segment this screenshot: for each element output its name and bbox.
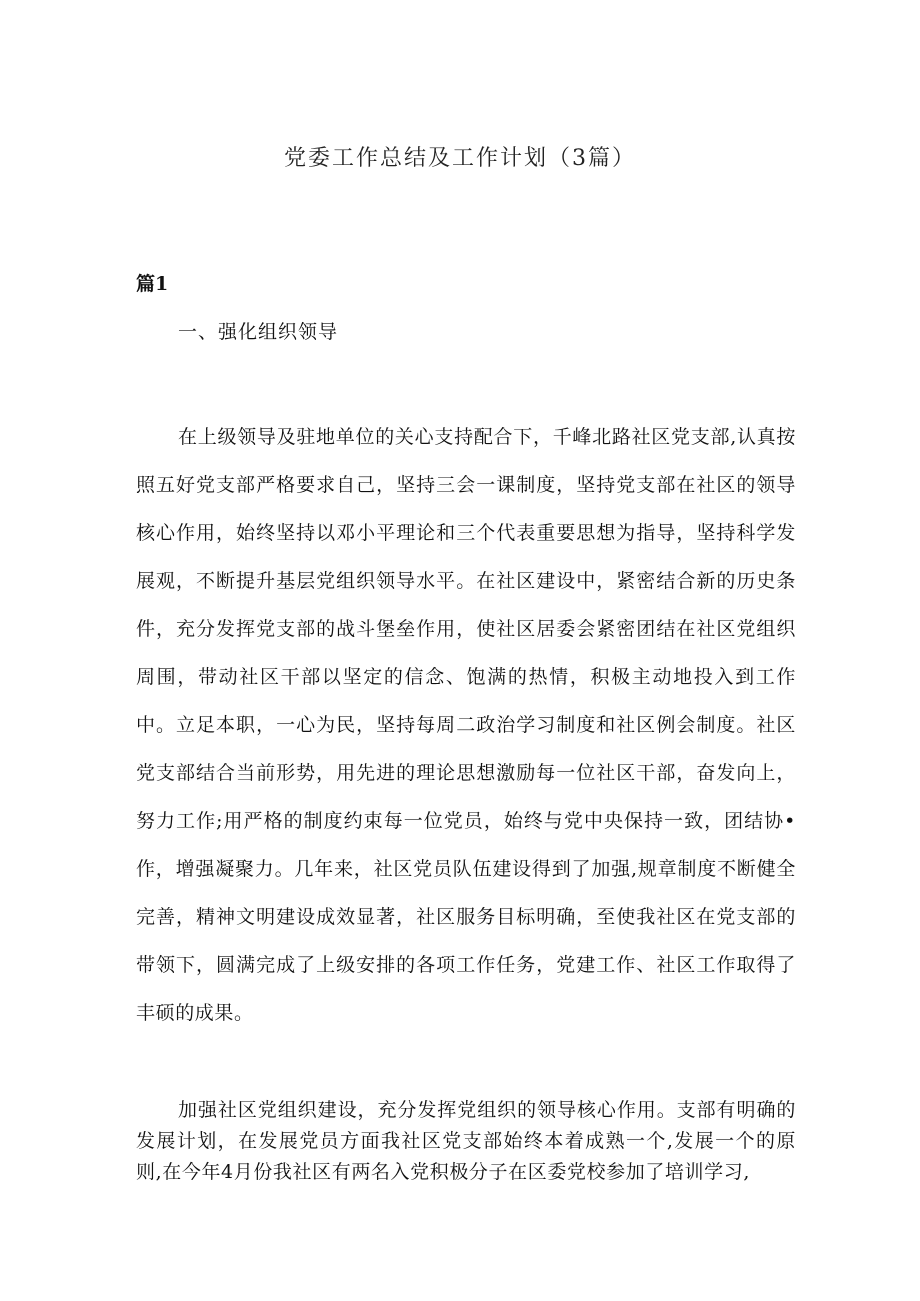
body-paragraph: 在上级领导及驻地单位的关心支持配合下，千峰北路社区党支部,认真按照五好党支部严格要求自己，坚持三会一课制度，坚持党支部在社区的领导核心作用，始终坚持以邓小平理论和三个代表重要思想为指导，坚持科学发展观，不断提升基层党组织领导水平。在社区建设中，紧密结合新的历史条件，充分发挥党支部的战斗堡垒作用，使社区居委会紧密团结在社区党组织周围，带动社区干部以坚定的信念、饱满的热情，积极主动地投入到工作中。立足本职，一心为民，坚持每周二政治学习制度和社区例会制度。社区党支部结合当前形势，用先进的理论思想激励每一位社区干部，奋发向上，努力工作;用严格的制度约束每一位党员，始终与党中央保持一致，团结协•作，增强凝聚力。几年来，社区党员队伍建设得到了加强,规章制度不断健全完善，精神文明建设成效显著，社区服务目标明确，至使我社区在党支部的带领下，圆满完成了上级安排的各项工作任务，党建工作、社区工作取得了丰硕的成果。	[136, 426, 796, 1024]
body-paragraph: 加强社区党组织建设，充分发挥党组织的领导核心作用。支部有明确的发展计划，在发展党员方面我社区党支部始终本着成熟一个,发展一个的原则,在今年4月份我社区有两名入党积极分子在区委党校参加了培训学习,	[136, 1099, 796, 1183]
document-title: 党委工作总结及工作计划（3篇）	[284, 146, 636, 171]
section-heading: 一、强化组织领导	[178, 321, 339, 343]
section-label: 篇1	[136, 273, 169, 295]
